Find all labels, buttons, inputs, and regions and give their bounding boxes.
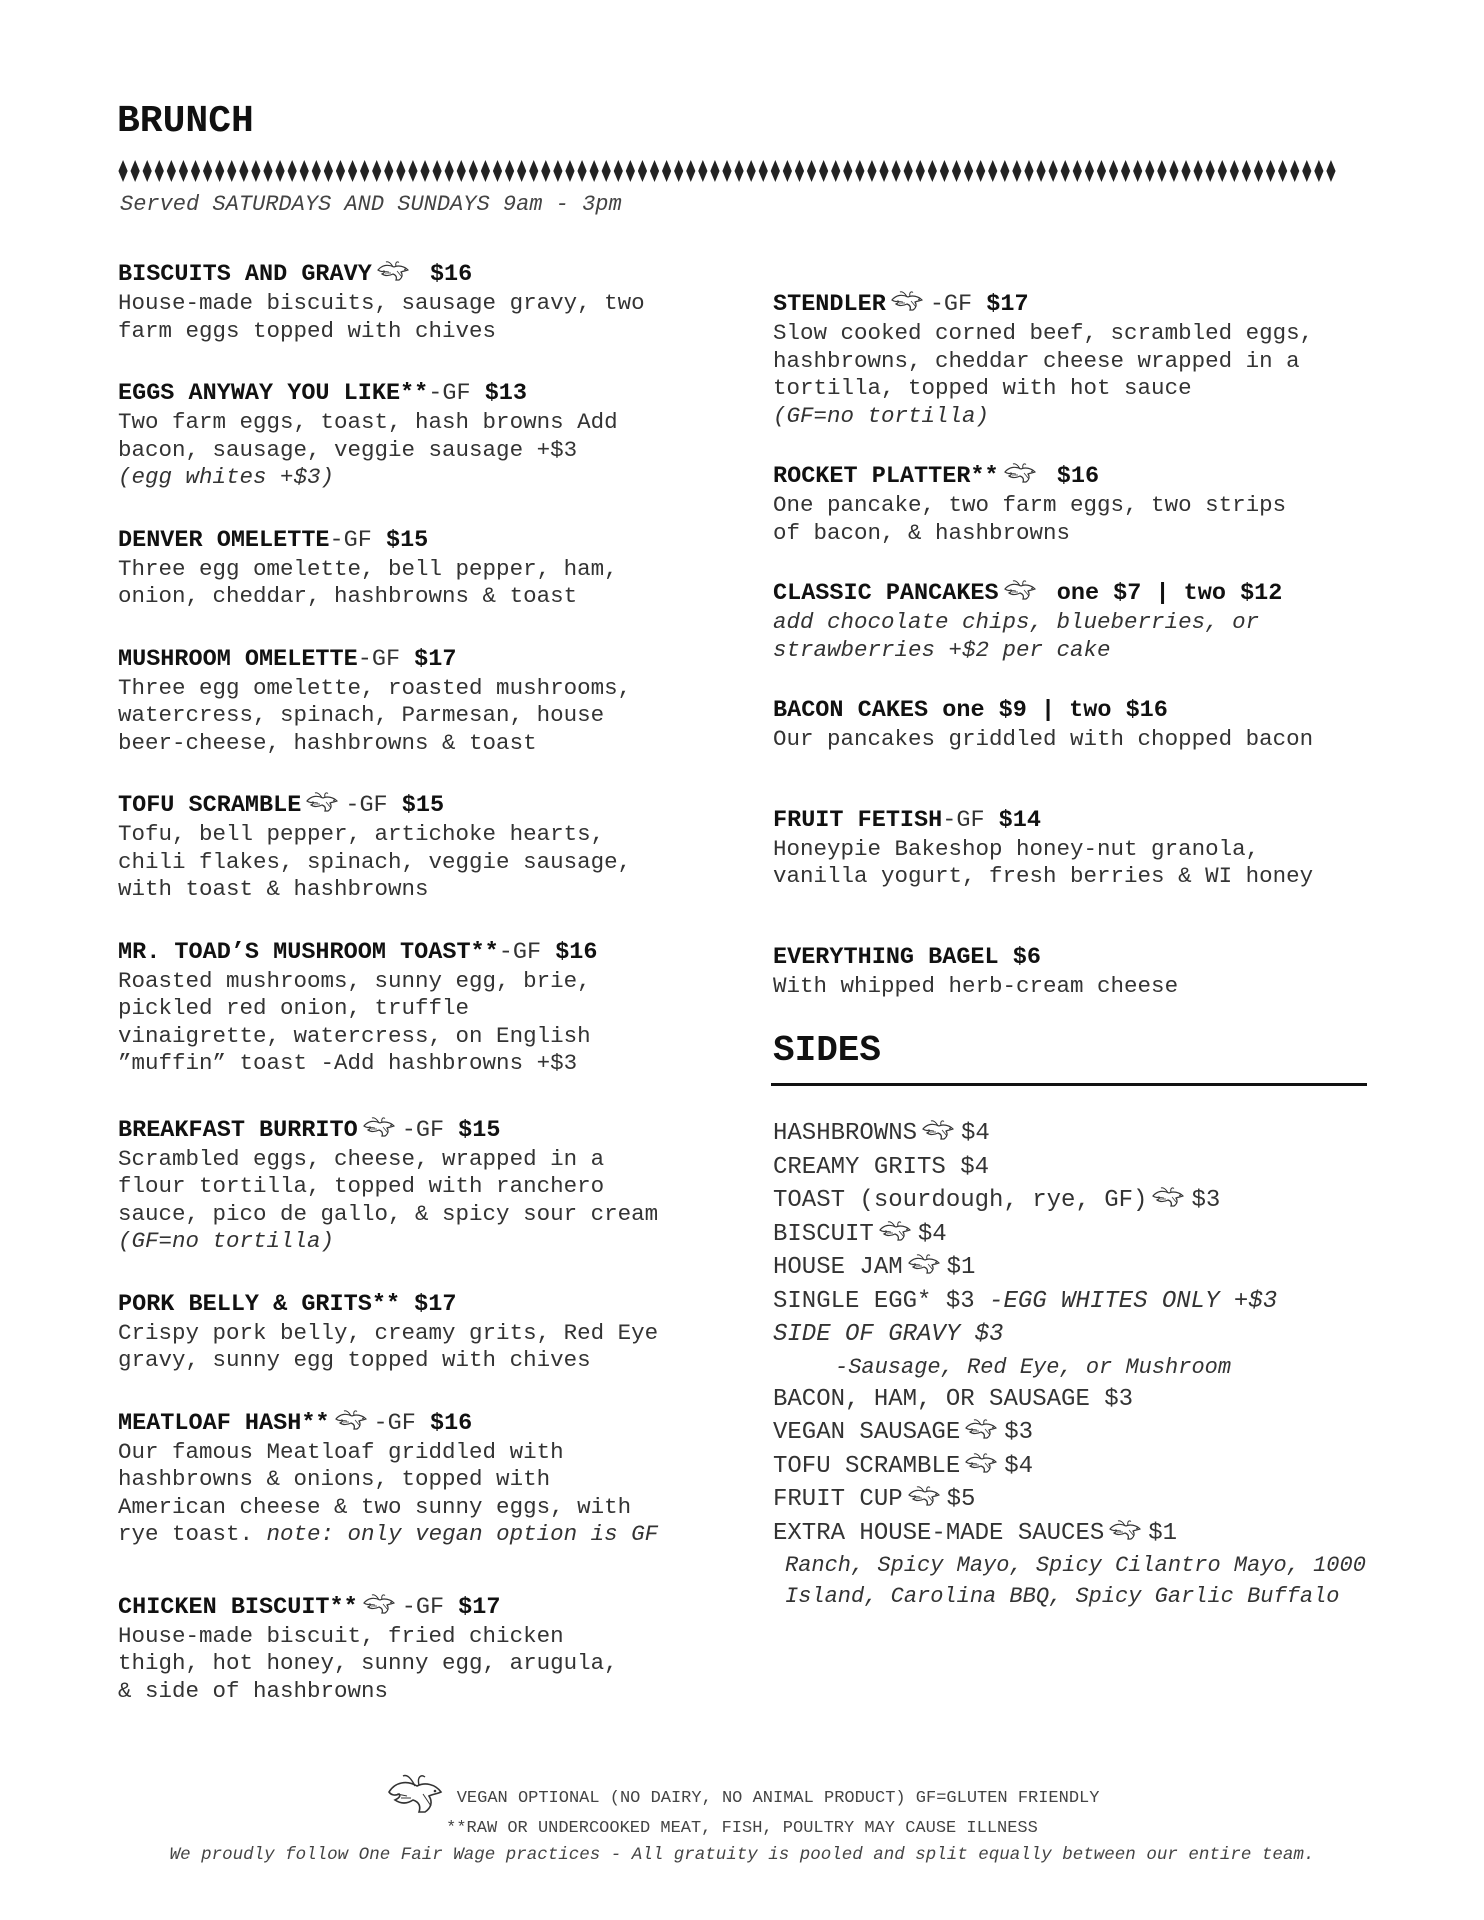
side-meat: BACON, HAM, OR SAUSAGE $3 — [773, 1385, 1134, 1413]
diamond-mark — [505, 160, 514, 182]
menu-item-heading — [773, 696, 1373, 726]
menu-item-description: Slow cooked corned beef, scrambled eggs, hashbrowns, cheddar cheese wrapped in a tortilla, topped with hot sauce — [773, 320, 1314, 401]
diamond-mark — [1157, 160, 1166, 182]
menu-item-heading — [118, 526, 758, 556]
diamond-mark — [312, 160, 321, 182]
menu-item — [118, 260, 758, 345]
menu-item-name: EGGS ANYWAY YOU LIKE** — [118, 380, 429, 407]
side-sauces: EXTRA HOUSE-MADE SAUCES $1 — [773, 1519, 1178, 1547]
diamond-mark — [819, 160, 828, 182]
diamond-mark — [541, 160, 550, 182]
menu-item-name: MUSHROOM OMELETTE — [118, 645, 358, 673]
gluten-friendly-tag: -GF — [929, 291, 973, 318]
diamond-mark — [747, 160, 756, 182]
menu-item-heading — [118, 938, 758, 968]
vegan-rabbit-icon — [385, 1772, 447, 1816]
diamond-mark — [300, 160, 309, 182]
left-menu-column — [118, 260, 758, 1705]
menu-item-price: $15 — [385, 526, 429, 554]
diamond-mark — [215, 160, 224, 182]
diamond-mark — [1290, 160, 1299, 182]
menu-item — [118, 1290, 758, 1375]
diamond-mark — [288, 160, 297, 182]
diamond-mark — [360, 160, 369, 182]
menu-item-heading — [118, 1116, 758, 1146]
diamond-mark — [336, 160, 345, 182]
side-fruit-cup: FRUIT CUP $5 — [773, 1486, 976, 1513]
vegan-rabbit-icon — [964, 1418, 1000, 1440]
right-menu-column — [773, 290, 1373, 1000]
vegan-rabbit-icon — [305, 791, 341, 813]
diamond-mark — [1302, 160, 1311, 182]
menu-item-description: House-made biscuit, fried chicken thigh, hot honey, sunny egg, arugula, & side of hashbrowns — [118, 1622, 618, 1704]
sides-divider — [771, 1083, 1367, 1086]
menu-item-description: Honeypie Bakeshop honey-nut granola, vanilla yogurt, fresh berries & WI honey — [773, 835, 1314, 889]
diamond-mark — [1121, 160, 1130, 182]
diamond-mark — [1218, 160, 1227, 182]
vegan-rabbit-icon — [907, 1253, 943, 1275]
diamond-mark — [892, 160, 901, 182]
diamond-mark — [626, 160, 635, 182]
side-single-egg: SINGLE EGG* $3 -EGG WHITES ONLY +$3 — [773, 1287, 1278, 1315]
gluten-friendly-tag: -GF — [357, 645, 401, 673]
diamond-mark — [191, 160, 200, 182]
menu-item-name: BISCUITS AND GRAVY — [118, 261, 372, 288]
serving-hours: Served SATURDAYS AND SUNDAYS 9am - 3pm — [120, 192, 622, 217]
gluten-friendly-tag: -GF — [345, 792, 388, 819]
menu-item-description: With whipped herb-cream cheese — [773, 972, 1179, 999]
diamond-mark — [928, 160, 937, 182]
menu-item-description: Crispy pork belly, creamy grits, Red Eye gravy, sunny egg topped with chives — [118, 1319, 659, 1373]
menu-item — [118, 526, 758, 611]
footer — [0, 1772, 1484, 1868]
diamond-mark — [1278, 160, 1287, 182]
diamond-mark — [529, 160, 538, 182]
diamond-mark — [275, 160, 284, 182]
menu-item-heading — [773, 806, 1373, 836]
menu-item-heading — [773, 290, 1373, 320]
menu-item-description: Our pancakes griddled with chopped bacon — [773, 726, 1314, 752]
diamond-mark — [1169, 160, 1178, 182]
diamond-mark — [420, 160, 429, 182]
diamond-mark — [710, 160, 719, 182]
menu-item-price: $13 — [484, 380, 527, 407]
side-tofu-scramble: TOFU SCRAMBLE $4 — [773, 1452, 1034, 1480]
menu-item-description: add chocolate chips, blueberries, or strawberries +$2 per cake — [773, 609, 1260, 663]
gluten-friendly-tag: -GF — [942, 806, 985, 834]
menu-item-price: $15 — [401, 792, 445, 819]
menu-item-description: Roasted mushrooms, sunny egg, brie, pickled red onion, truffle vinaigrette, watercress, on English ”muffin” toast -Add hashbrowns +$3 — [118, 967, 591, 1076]
menu-item-note: (GF=no tortilla) — [118, 1228, 335, 1254]
menu-item-price: $17 — [414, 645, 457, 673]
menu-item-heading — [118, 1593, 758, 1623]
gluten-friendly-tag: -GF — [329, 526, 372, 554]
menu-item-description: Our famous Meatloaf griddled with hashbrowns & onions, topped with American cheese & two sunny eggs, with rye toast. note: only vegan option is GF — [118, 1438, 659, 1547]
diamond-mark — [263, 160, 272, 182]
menu-item-heading — [118, 1409, 758, 1439]
diamond-mark — [239, 160, 248, 182]
diamond-mark — [1133, 160, 1142, 182]
diamond-mark — [131, 160, 140, 182]
menu-item-note: note: only vegan option is GF — [266, 1521, 659, 1547]
menu-item-name: CLASSIC PANCAKES — [773, 580, 999, 607]
menu-item-name: DENVER OMELETTE — [118, 526, 330, 554]
diamond-mark — [976, 160, 985, 182]
diamond-mark — [831, 160, 840, 182]
menu-item-price: $14 — [998, 806, 1041, 834]
menu-item-price: one $7 | two $12 — [1056, 580, 1283, 607]
diamond-mark — [1206, 160, 1215, 182]
diamond-mark — [179, 160, 188, 182]
menu-item-name: EVERYTHING BAGEL — [773, 943, 999, 971]
vegan-rabbit-icon — [1151, 1186, 1187, 1208]
vegan-rabbit-icon — [907, 1485, 943, 1507]
menu-item — [773, 290, 1373, 430]
diamond-mark — [1097, 160, 1106, 182]
diamond-mark — [372, 160, 381, 182]
diamond-mark — [384, 160, 393, 182]
menu-item-description: Tofu, bell pepper, artichoke hearts, chili flakes, spinach, veggie sausage, with toast & hashbrowns — [118, 821, 632, 902]
vegan-rabbit-icon — [362, 1116, 398, 1138]
footer-wage-note: We proudly follow One Fair Wage practices - All gratuity is pooled and split equally between our entire team. — [169, 1845, 1315, 1865]
diamond-mark — [445, 160, 454, 182]
gluten-friendly-tag: -GF — [428, 380, 471, 407]
vegan-rabbit-icon — [1003, 462, 1039, 484]
diamond-mark — [722, 160, 731, 182]
menu-item — [773, 943, 1373, 1001]
menu-item-name: TOFU SCRAMBLE — [118, 792, 302, 819]
menu-item-name: STENDLER — [773, 291, 886, 318]
diamond-mark — [650, 160, 659, 182]
side-grits: CREAMY GRITS $4 — [773, 1153, 990, 1181]
diamond-mark — [1193, 160, 1202, 182]
menu-item-price: one $9 | two $16 — [942, 697, 1168, 724]
footer-raw-warning: **RAW OR UNDERCOOKED MEAT, FISH, POULTRY MAY CAUSE ILLNESS — [446, 1819, 1038, 1838]
vegan-rabbit-icon — [964, 1452, 1000, 1474]
diamond-divider — [117, 156, 1337, 186]
page-title: BRUNCH — [117, 100, 254, 143]
menu-item — [118, 1116, 758, 1256]
diamond-mark — [771, 160, 780, 182]
diamond-mark — [1314, 160, 1323, 182]
menu-item-heading — [118, 379, 758, 409]
menu-item-description: One pancake, two farm eggs, two strips of bacon, & hashbrowns — [773, 492, 1287, 546]
diamond-mark — [952, 160, 961, 182]
menu-item-name: ROCKET PLATTER** — [773, 463, 999, 490]
sides-title: SIDES — [773, 1030, 882, 1071]
menu-item-description: Three egg omelette, roasted mushrooms, watercress, spinach, Parmesan, house beer-cheese, hashbrowns & toast — [118, 674, 632, 756]
menu-item — [773, 806, 1373, 891]
side-hashbrowns: HASHBROWNS $4 — [773, 1120, 990, 1147]
diamond-mark — [481, 160, 490, 182]
menu-item — [118, 1593, 758, 1706]
diamond-mark — [734, 160, 743, 182]
vegan-rabbit-icon — [1108, 1519, 1144, 1541]
menu-item-heading — [773, 579, 1373, 609]
diamond-mark — [408, 160, 417, 182]
diamond-mark — [698, 160, 707, 182]
side-gravy-options: -Sausage, Red Eye, or Mushroom — [835, 1354, 1232, 1380]
diamond-mark — [759, 160, 768, 182]
menu-item — [773, 579, 1373, 664]
menu-item-heading — [773, 943, 1373, 973]
menu-item-name: CHICKEN BISCUIT** — [118, 1593, 358, 1621]
menu-item-price: $16 — [1056, 463, 1100, 490]
diamond-mark — [1024, 160, 1033, 182]
diamond-mark — [565, 160, 574, 182]
diamond-mark — [904, 160, 913, 182]
diamond-mark — [457, 160, 466, 182]
diamond-mark — [324, 160, 333, 182]
sides-list — [773, 1117, 1393, 1612]
menu-item-name: PORK BELLY & GRITS** — [118, 1290, 401, 1318]
menu-item-price: $15 — [458, 1116, 501, 1144]
side-biscuit: BISCUIT $4 — [773, 1220, 947, 1248]
diamond-mark — [396, 160, 405, 182]
diamond-mark — [867, 160, 876, 182]
side-toast: TOAST (sourdough, rye, GF) $3 — [773, 1187, 1221, 1214]
menu-item-price: $16 — [555, 938, 598, 966]
menu-item-description: Two farm eggs, toast, hash browns Add bacon, sausage, veggie sausage +$3 — [118, 409, 618, 463]
vegan-rabbit-icon — [1003, 579, 1039, 601]
diamond-mark — [916, 160, 925, 182]
menu-item — [118, 379, 758, 492]
menu-item — [118, 645, 758, 758]
diamond-mark — [1181, 160, 1190, 182]
diamond-mark — [1061, 160, 1070, 182]
diamond-mark — [1073, 160, 1082, 182]
menu-item-name: MR. TOAD’S MUSHROOM TOAST** — [118, 938, 499, 966]
diamond-mark — [879, 160, 888, 182]
diamond-mark — [674, 160, 683, 182]
vegan-rabbit-icon — [921, 1119, 957, 1141]
diamond-mark — [638, 160, 647, 182]
menu-item — [773, 462, 1373, 547]
diamond-mark — [348, 160, 357, 182]
diamond-mark — [1242, 160, 1251, 182]
diamond-mark — [155, 160, 164, 182]
diamond-mark — [1085, 160, 1094, 182]
diamond-mark — [203, 160, 212, 182]
gluten-friendly-tag: -GF — [401, 1116, 445, 1144]
gluten-friendly-tag: -GF — [401, 1593, 445, 1621]
diamond-mark — [1326, 160, 1335, 182]
menu-item-price: $17 — [414, 1290, 457, 1318]
side-house-jam: HOUSE JAM $1 — [773, 1254, 976, 1281]
menu-item-price: $6 — [1012, 943, 1041, 971]
diamond-mark — [167, 160, 176, 182]
diamond-mark — [662, 160, 671, 182]
diamond-mark — [1230, 160, 1239, 182]
diamond-mark — [1000, 160, 1009, 182]
diamond-mark — [843, 160, 852, 182]
diamond-mark — [1254, 160, 1263, 182]
sauce-options: Ranch, Spicy Mayo, Spicy Cilantro Mayo, 1000 Island, Carolina BBQ, Spicy Garlic Buffalo — [785, 1553, 1366, 1609]
side-gravy: SIDE OF GRAVY $3 — [773, 1321, 1004, 1348]
diamond-mark — [1049, 160, 1058, 182]
menu-item-note: (egg whites +$3) — [118, 464, 335, 490]
diamond-mark — [602, 160, 611, 182]
menu-item-name: FRUIT FETISH — [773, 806, 943, 834]
menu-item — [773, 696, 1373, 754]
menu-item-heading — [773, 462, 1373, 492]
vegan-rabbit-icon — [334, 1409, 370, 1431]
diamond-mark — [686, 160, 695, 182]
menu-item-description: House-made biscuits, sausage gravy, two farm eggs topped with chives — [118, 290, 645, 344]
diamond-mark — [855, 160, 864, 182]
diamond-mark — [807, 160, 816, 182]
menu-item — [118, 1409, 758, 1549]
menu-item-price: $16 — [429, 261, 473, 288]
vegan-rabbit-icon — [376, 260, 412, 282]
diamond-mark — [1012, 160, 1021, 182]
menu-item-description: Three egg omelette, bell pepper, ham, onion, cheddar, hashbrowns & toast — [118, 555, 618, 609]
diamond-mark — [940, 160, 949, 182]
menu-item-name: BACON CAKES — [773, 697, 929, 724]
footer-legend: VEGAN OPTIONAL (NO DAIRY, NO ANIMAL PRODUCT) GF=GLUTEN FRIENDLY — [0, 1772, 1484, 1816]
diamond-mark — [988, 160, 997, 182]
menu-item-name: MEATLOAF HASH** — [118, 1409, 330, 1437]
diamond-mark — [251, 160, 260, 182]
side-vegan-sausage: VEGAN SAUSAGE $3 — [773, 1419, 1034, 1446]
diamond-mark — [1109, 160, 1118, 182]
diamond-mark — [1266, 160, 1275, 182]
menu-item-price: $16 — [429, 1409, 473, 1437]
menu-item-price: $17 — [986, 291, 1029, 318]
menu-item-heading — [118, 1290, 758, 1320]
vegan-rabbit-icon — [362, 1593, 398, 1615]
gluten-friendly-tag: -GF — [373, 1409, 416, 1437]
menu-item-description: Scrambled eggs, cheese, wrapped in a flour tortilla, topped with ranchero sauce, pico de gallo, & spicy sour cream — [118, 1145, 659, 1227]
diamond-mark — [795, 160, 804, 182]
diamond-mark — [118, 160, 127, 182]
menu-item-note: (GF=no tortilla) — [773, 402, 990, 429]
diamond-mark — [590, 160, 599, 182]
menu-item-heading — [118, 645, 758, 675]
diamond-mark — [517, 160, 526, 182]
diamond-mark — [493, 160, 502, 182]
diamond-mark — [614, 160, 623, 182]
diamond-mark — [553, 160, 562, 182]
diamond-mark — [964, 160, 973, 182]
menu-item — [118, 938, 758, 1078]
menu-item-heading — [118, 791, 758, 821]
menu-item — [118, 791, 758, 904]
diamond-mark — [1036, 160, 1045, 182]
diamond-mark — [227, 160, 236, 182]
menu-item-name: BREAKFAST BURRITO — [118, 1116, 358, 1144]
menu-item-price: $17 — [458, 1593, 501, 1621]
diamond-mark — [469, 160, 478, 182]
diamond-mark — [1145, 160, 1154, 182]
diamond-mark — [577, 160, 586, 182]
vegan-rabbit-icon — [878, 1220, 914, 1242]
diamond-mark — [783, 160, 792, 182]
diamond-mark — [432, 160, 441, 182]
diamond-mark — [143, 160, 152, 182]
gluten-friendly-tag: -GF — [498, 938, 542, 966]
menu-item-heading — [118, 260, 758, 290]
vegan-rabbit-icon — [890, 290, 926, 312]
